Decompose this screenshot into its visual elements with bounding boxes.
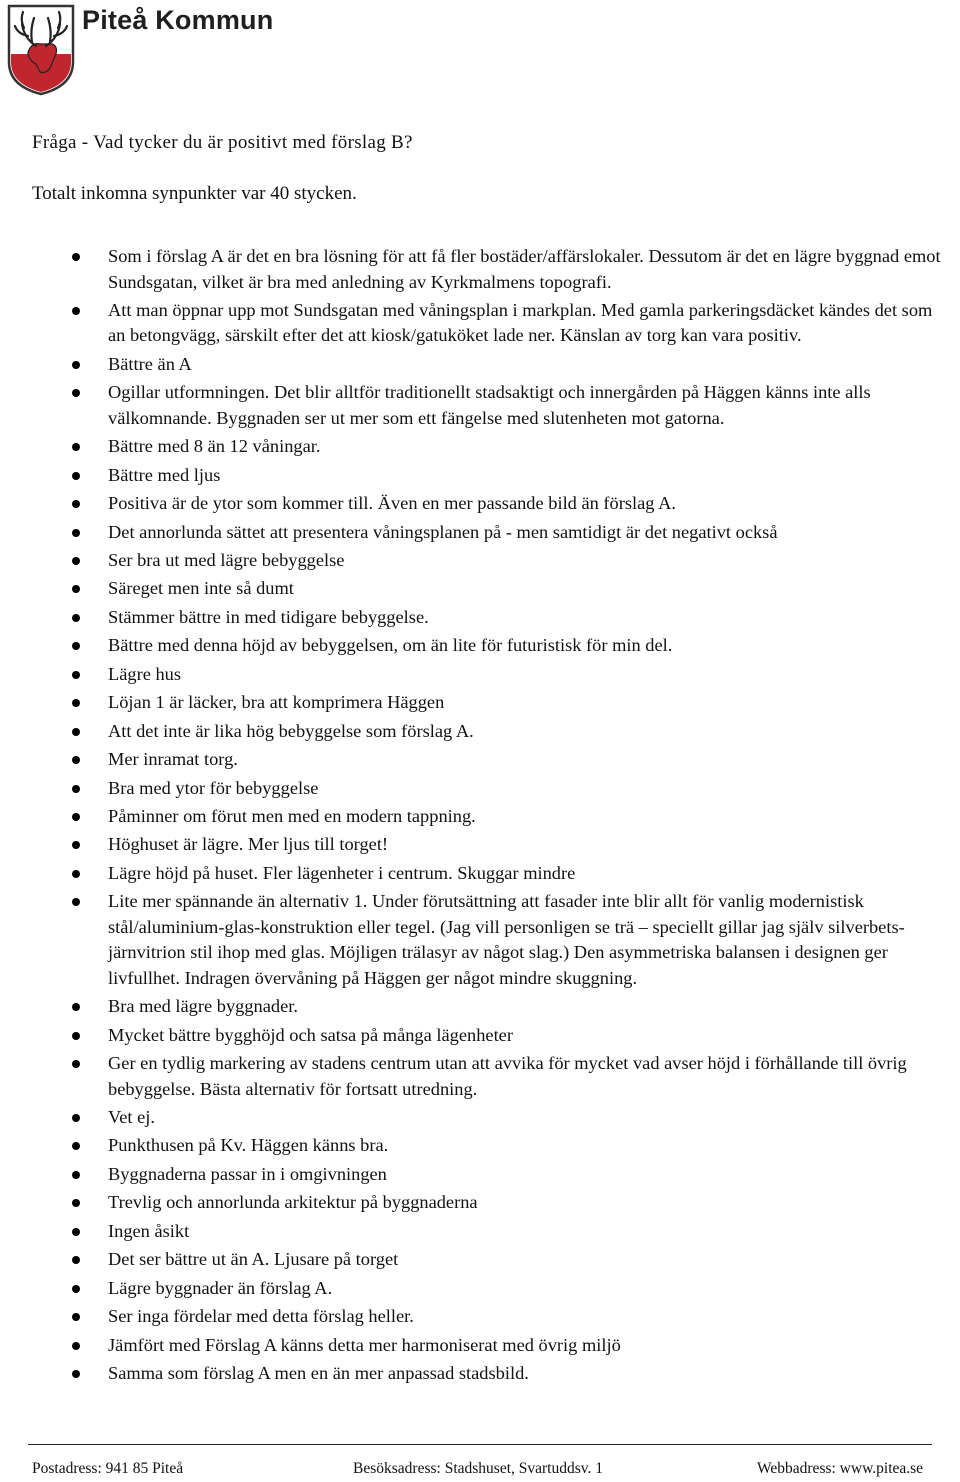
question-heading: Fråga - Vad tycker du är positivt med förslag B? [32,132,413,153]
list-item: Bättre med 8 än 12 våningar. [0,434,960,460]
comment-list [0,244,960,1389]
list-item: Bra med lägre byggnader. [0,994,960,1020]
list-item: Att man öppnar upp mot Sundsgatan med våningsplan i markplan. Med gamla parkeringsdäcket kändes det som an betongvägg, särskilt efter det att kiosk/gatuköket lade ner. Känslan av torg kan vara positiv. [0,298,960,349]
list-item: Trevlig och annorlunda arkitektur på byggnaderna [0,1190,960,1216]
list-item: Löjan 1 är läcker, bra att komprimera Häggen [0,690,960,716]
footer-web-address: Webbadress: www.pitea.se [757,1460,924,1477]
total-responses: Totalt inkomna synpunkter var 40 stycken. [32,183,357,204]
list-item: Säreget men inte så dumt [0,576,960,602]
list-item: Påminner om förut men med en modern tappning. [0,804,960,830]
list-item: Lägre hus [0,662,960,688]
list-item: Höghuset är lägre. Mer ljus till torget! [0,832,960,858]
list-item: Lite mer spännande än alternativ 1. Under förutsättning att fasader inte blir allt för vanlig modernistisk stål/aluminium-glas-konstruktion eller tegel. (Jag vill personligen se trä – speciellt gillar jag själv silverbets-järnvitrion stil ihop med glas. Möjligen trälasyr av något slag.) Den asymmetriska balansen i designen ger livfullhet. Indragen övervåning på Häggen ger något mindre skuggning. [0,889,960,991]
reindeer-coat-of-arms-icon [6,2,76,96]
list-item: Att det inte är lika hög bebyggelse som förslag A. [0,719,960,745]
list-item: Bättre med ljus [0,463,960,489]
list-item: Ogillar utformningen. Det blir alltför traditionellt stadsaktigt och innergården på Häggen känns inte alls välkomnande. Byggnaden ser ut mer som ett fängelse med slutenheten mot gatorna. [0,380,960,431]
list-item: Punkthusen på Kv. Häggen känns bra. [0,1133,960,1159]
footer-divider [28,1444,932,1445]
list-item: Stämmer bättre in med tidigare bebyggelse. [0,605,960,631]
list-item: Mer inramat torg. [0,747,960,773]
list-item: Lägre höjd på huset. Fler lägenheter i centrum. Skuggar mindre [0,861,960,887]
list-item: Jämfört med Förslag A känns detta mer harmoniserat med övrig miljö [0,1333,960,1359]
list-item: Ser inga fördelar med detta förslag heller. [0,1304,960,1330]
list-item: Ger en tydlig markering av stadens centrum utan att avvika för mycket vad avser höjd i förhållande till övrig bebyggelse. Bästa alternativ för fortsatt utredning. [0,1051,960,1102]
list-item: Lägre byggnader än förslag A. [0,1276,960,1302]
organization-name: Piteå Kommun [82,5,274,35]
list-item: Bättre med denna höjd av bebyggelsen, om än lite för futuristisk för min del. [0,633,960,659]
list-item: Ingen åsikt [0,1219,960,1245]
list-item: Ser bra ut med lägre bebyggelse [0,548,960,574]
list-item: Som i förslag A är det en bra lösning för att få fler bostäder/affärslokaler. Dessutom är det en lägre byggnad emot Sundsgatan, vilket är bra med anledning av Kyrkmalmens topografi. [0,244,960,295]
list-item: Bättre än A [0,352,960,378]
list-item: Bra med ytor för bebyggelse [0,776,960,802]
list-item: Positiva är de ytor som kommer till. Även en mer passande bild än förslag A. [0,491,960,517]
page-header [6,2,273,98]
list-item: Det annorlunda sättet att presentera våningsplanen på - men samtidigt är det negativt också [0,520,960,546]
list-item: Vet ej. [0,1105,960,1131]
list-item: Byggnaderna passar in i omgivningen [0,1162,960,1188]
list-item: Mycket bättre bygghöjd och satsa på många lägenheter [0,1023,960,1049]
footer-visiting-address: Besöksadress: Stadshuset, Svartuddsv. 1 [353,1460,603,1477]
list-item: Det ser bättre ut än A. Ljusare på torget [0,1247,960,1273]
footer-postal-address: Postadress: 941 85 Piteå [32,1460,184,1477]
list-item: Samma som förslag A men en än mer anpassad stadsbild. [0,1361,960,1387]
